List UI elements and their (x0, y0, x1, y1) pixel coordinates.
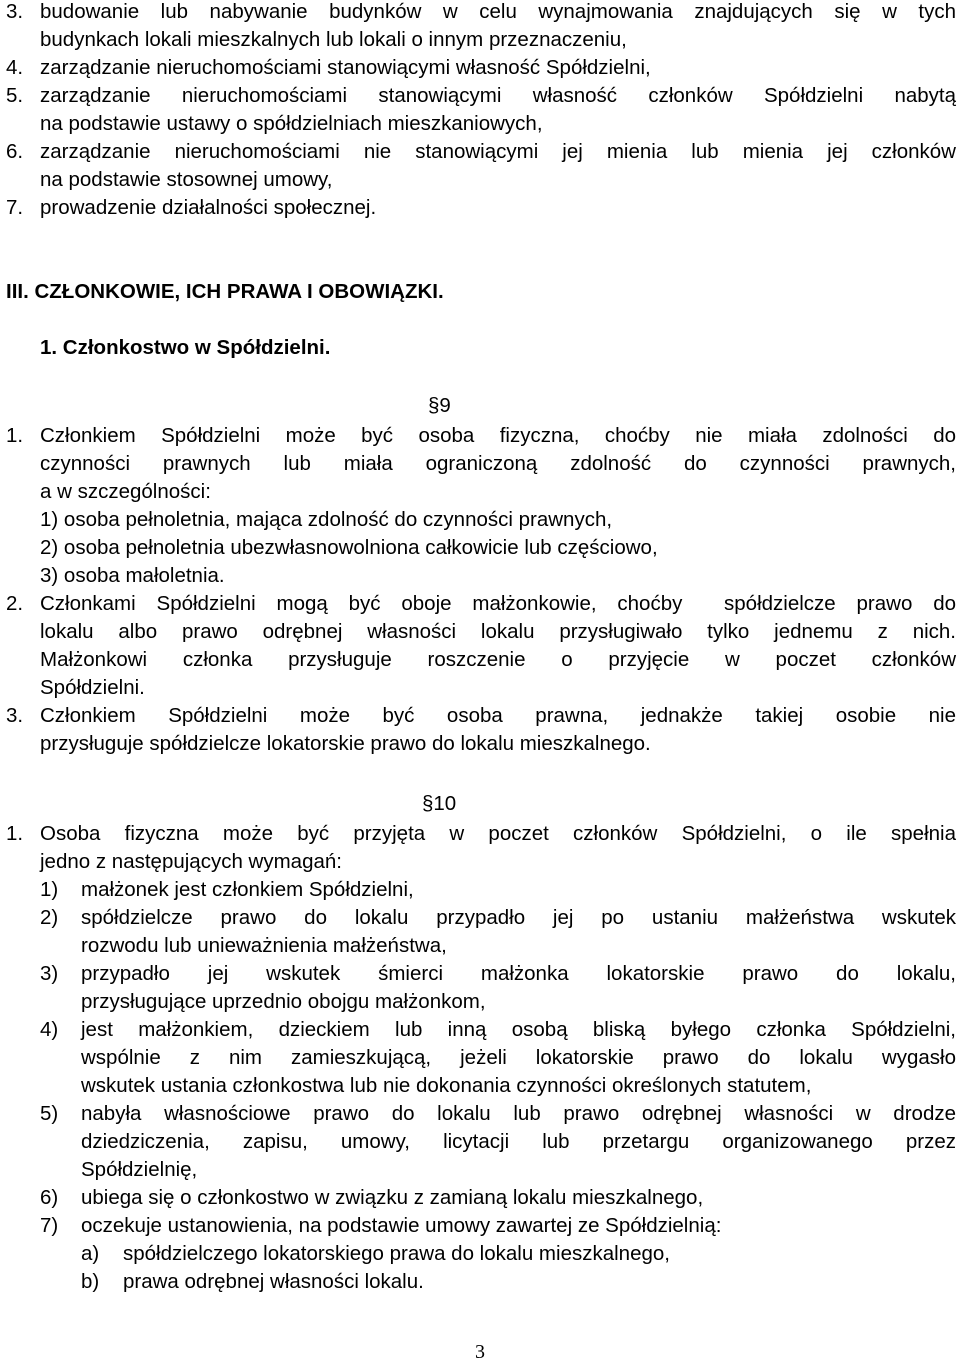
paragraph-sign-9 (428, 392, 451, 420)
sub-item (40, 904, 956, 960)
sub-line: wspólnie z nim zamieszkującą, jeżeli lokatorskie prawo do lokalu wygasło (81, 1046, 956, 1069)
list-item (6, 702, 956, 758)
list-number: 1. (6, 424, 24, 447)
letter-item (81, 1240, 956, 1268)
letter-line: prawa odrębnej własności lokalu. (123, 1270, 424, 1293)
sub-number: 6) (40, 1186, 59, 1209)
list-item (6, 0, 956, 54)
sub-item (40, 876, 956, 904)
sub-line: ubiega się o członkostwo w związku z zamianą lokalu mieszkalnego, (81, 1186, 704, 1209)
top-list (6, 0, 956, 222)
list-number: 6. (6, 140, 24, 163)
sub-line: dziedziczenia, zapisu, umowy, licytacji lub przetargu organizowanego przez (81, 1130, 956, 1153)
list-line: a w szczególności: (40, 480, 211, 503)
list-item (6, 820, 956, 1296)
sub-item: 1) osoba pełnoletnia, mająca zdolność do czynności prawnych, (40, 508, 613, 531)
list-line: prowadzenie działalności społecznej. (40, 196, 377, 219)
sub-item (40, 960, 956, 1016)
list-number: 1. (6, 822, 24, 845)
list-line: Spółdzielni. (40, 676, 145, 699)
sub-line: Spółdzielnię, (81, 1158, 198, 1181)
list-item (6, 194, 956, 222)
paragraph-sign-10 (422, 790, 456, 818)
list-line: Członkami Spółdzielni mogą być oboje małżonkowie, choćby spółdzielcze prawo do (40, 592, 956, 615)
letter-number: b) (81, 1270, 100, 1293)
list-number: 5. (6, 84, 24, 107)
section-heading: 1. Członkostwo w Spółdzielni. (40, 336, 331, 359)
letter-item (81, 1268, 956, 1296)
sub-line: wskutek ustania członkostwa lub nie dokonania czynności określonych statutem, (81, 1074, 812, 1097)
page-number: 3 (475, 1341, 485, 1363)
sub-line: jest małżonkiem, dzieckiem lub inną osobą bliską byłego członka Spółdzielni, (81, 1018, 956, 1041)
sub-item: 3) osoba małoletnia. (40, 564, 225, 587)
list-line: Osoba fizyczna może być przyjęta w poczet członków Spółdzielni, o ile spełnia (40, 822, 956, 845)
paragraph-10-body (6, 820, 956, 1296)
list-number: 3. (6, 0, 24, 23)
sub-number: 5) (40, 1102, 59, 1125)
list-number: 7. (6, 196, 24, 219)
sub-number: 1) (40, 878, 59, 901)
sub-number: 7) (40, 1214, 59, 1237)
list-line: jedno z następujących wymagań: (40, 850, 342, 873)
letter-line: spółdzielczego lokatorskiego prawa do lokalu mieszkalnego, (123, 1242, 670, 1265)
list-line: na podstawie stosownej umowy, (40, 168, 333, 191)
list-item (6, 422, 956, 590)
chapter-heading: III. CZŁONKOWIE, ICH PRAWA I OBOWIĄZKI. (6, 280, 444, 303)
list-line: Małżonkowi członka przysługuje roszczenie o przyjęcie w poczet członków (40, 648, 956, 671)
list-line: zarządzanie nieruchomościami stanowiącymi własność członków Spółdzielni nabytą (40, 84, 956, 107)
list-line: budynkach lokali mieszkalnych lub lokali o innym przeznaczeniu, (40, 28, 627, 51)
sub-item (40, 1016, 956, 1100)
sub-line: rozwodu lub unieważnienia małżeństwa, (81, 934, 447, 957)
sub-line: spółdzielcze prawo do lokalu przypadło jej po ustaniu małżeństwa wskutek (81, 906, 956, 929)
list-number: 2. (6, 592, 24, 615)
list-item (6, 138, 956, 194)
sub-line: nabyła własnościowe prawo do lokalu lub prawo odrębnej własności w drodze (81, 1102, 956, 1125)
list-line: Członkiem Spółdzielni może być osoba prawna, jednakże takiej osobie nie (40, 704, 956, 727)
list-number: 4. (6, 56, 24, 79)
paragraph-9-body (6, 422, 956, 758)
paragraph-number: 9 (439, 394, 451, 417)
list-line: czynności prawnych lub miała ograniczoną zdolność do czynności prawnych, (40, 452, 956, 475)
sub-item: 2) osoba pełnoletnia ubezwłasnowolniona całkowicie lub częściowo, (40, 536, 658, 559)
list-item (6, 54, 956, 82)
list-line: na podstawie ustawy o spółdzielniach mieszkaniowych, (40, 112, 543, 135)
paragraph-number: 10 (433, 792, 457, 815)
list-number: 3. (6, 704, 24, 727)
sub-line: przysługujące uprzednio obojgu małżonkom, (81, 990, 486, 1013)
sub-number: 3) (40, 962, 59, 985)
sub-number: 2) (40, 906, 59, 929)
sub-number: 4) (40, 1018, 59, 1041)
list-line: zarządzanie nieruchomościami nie stanowiącymi jej mienia lub mienia jej członków (40, 140, 956, 163)
sub-line: małżonek jest członkiem Spółdzielni, (81, 878, 414, 901)
list-item (6, 82, 956, 138)
sub-item (40, 1184, 956, 1212)
list-line: przysługuje spółdzielcze lokatorskie prawo do lokalu mieszkalnego. (40, 732, 651, 755)
letter-number: a) (81, 1242, 100, 1265)
sub-item (40, 1212, 956, 1296)
sub-item (40, 1100, 956, 1184)
list-line: lokalu albo prawo odrębnej własności lokalu przysługiwało tylko jednemu z nich. (40, 620, 956, 643)
list-line: budowanie lub nabywanie budynków w celu wynajmowania znajdujących się w tych (40, 0, 956, 23)
list-line: zarządzanie nieruchomościami stanowiącymi własność Spółdzielni, (40, 56, 651, 79)
sub-line: przypadło jej wskutek śmierci małżonka lokatorskie prawo do lokalu, (81, 962, 956, 985)
list-item (6, 590, 956, 702)
list-line: Członkiem Spółdzielni może być osoba fizyczna, choćby nie miała zdolności do (40, 424, 956, 447)
section-sign-icon: § (422, 792, 434, 815)
sub-line: oczekuje ustanowienia, na podstawie umowy zawartej ze Spółdzielnią: (81, 1214, 722, 1237)
section-sign-icon: § (428, 394, 440, 417)
